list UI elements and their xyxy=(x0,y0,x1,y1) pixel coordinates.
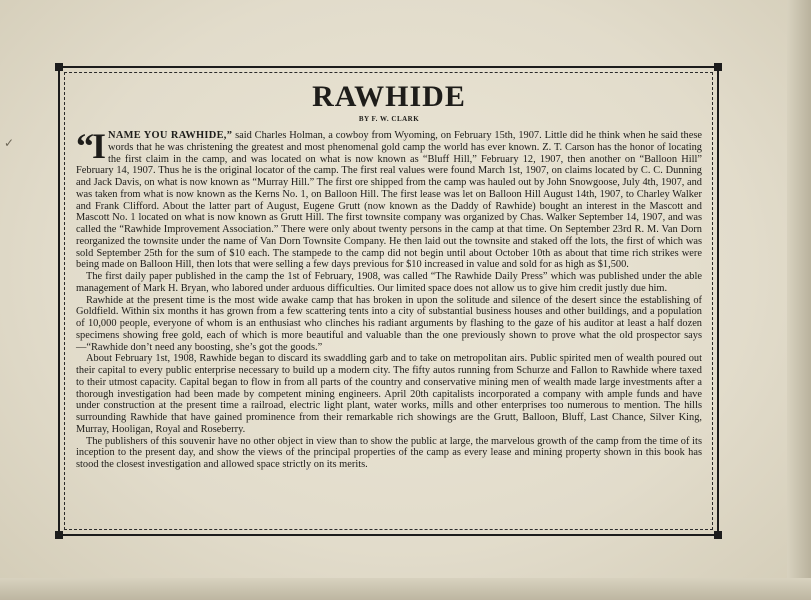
paragraph-2: The first daily paper published in the camp the 1st of February, 1908, was called “The Rawhide Daily Press” which was published under the able management of Mark H. Bryan, who labored under arduous difficulties. Our limited space does not allow us to give him credit justly due him. xyxy=(76,271,702,294)
paragraph-1-text: said Charles Holman, a cowboy from Wyoming, on February 15th, 1907. Little did he think when he said these words that he was christening the greatest and most phenomenal gold camp the world has ever known. Z. T. Carson has the honor of locating the first claim in the camp, and was located on what is now known as “Bluff Hill,” February 12, 1907, then another on “Balloon Hill” February 14, 1907. Thus he is the original locator of the camp. The first real values were found March 1st, 1907, on claims located by C. C. Dunning and Jack Davis, on what is now known as “Murray Hill.” The first ore shipped from the camp was hauled out by John Snowgoose, July 4th, 1907, and was taken from what is now known as the Kerns No. 1, on Balloon Hill. The first lease was let on Balloon Hill August 14th, 1907, to Charley Walker and Frank Clifford. About the latter part of August, Eugene Grutt (now known as the Daddy of Rawhide) bought an interest in the Mascott and Mascott No. 1 located on what is now known as Grutt Hill. The first townsite company was organized by Chas. Walker September 14, 1907, and was called the “Rawhide Improvement Association.” There were only about twenty persons in the camp at that time. On September 23rd R. M. Van Dorn reorganized the townsite under the name of Van Dorn Townsite Company. He then laid out the townsite and staked off the lots, the first of which was sold September 25th for the sum of $10 each. The stampede to the camp did not begin until about October 10th as about that time rich strikes were being made on Balloon Hill, then lots that were selling a few days previous for $10 increased in value and sold for as high as $1,500. xyxy=(76,130,702,271)
article-body xyxy=(76,126,702,471)
page-bottom-edge xyxy=(0,578,811,600)
border-corner-bottom-right xyxy=(714,531,722,539)
lead-caps: NAME YOU RAWHIDE,” xyxy=(108,130,233,141)
page-right-edge xyxy=(787,0,811,600)
border-corner-top-right xyxy=(714,63,722,71)
article xyxy=(76,80,702,520)
border-corner-bottom-left xyxy=(55,531,63,539)
paragraph-1 xyxy=(76,126,702,271)
paragraph-3: Rawhide at the present time is the most wide awake camp that has broken in upon the solitude and silence of the desert since the establishing of Goldfield. Within six months it has grown from a few scattering tents into a city of substantial business houses and other buildings, and a population of 10,000 people, everyone of whom is an enthusiast who clinches his radiant arguments by flashing to the gaze of his auditor at least a half dozen specimens showing free gold, each of which is more beautiful and valuable than the one previously shown to prove what the old prospector says—“Rawhide don’t need any boosting, she’s got the goods.” xyxy=(76,294,702,353)
margin-pencil-mark: ✓ xyxy=(4,136,15,150)
article-byline: BY F. W. CLARK xyxy=(358,115,420,123)
paragraph-5: The publishers of this souvenir have no other object in view than to show the public at large, the marvelous growth of the camp from the time of its inception to the present day, and show the views of the principal properties of the camp as every lease and mining property shown in this book has stood the closest investigation and allowed space strictly on its merits. xyxy=(76,435,702,470)
border-corner-top-left xyxy=(55,63,63,71)
article-title: RAWHIDE xyxy=(312,80,466,113)
paragraph-4: About February 1st, 1908, Rawhide began to discard its swaddling garb and to take on metropolitan airs. Public spirited men of wealth poured out their capital to every public enterprise necessary to build up a modern city. The fifty autos running from Schurze and Fallon to Rawhide where taxed to their utmost capacity. Capital began to flow in from all parts of the country and conservative mining men of wealth made large investments after a thorough investigation had been made by competent mining engineers. April 20th capitalists incorporated a company with ample funds and have under construction at the present time a railroad, electric light plant, water works, mills and other enterprises too numerous to mention. The hills surrounding Rawhide that have gained prominence from their remarkable rich showings are the Grutt, Balloon, Bluff, Last Chance, Silver King, Murray, Hooligan, Royal and Roseberry. xyxy=(76,353,702,435)
drop-cap: “I xyxy=(76,126,105,166)
